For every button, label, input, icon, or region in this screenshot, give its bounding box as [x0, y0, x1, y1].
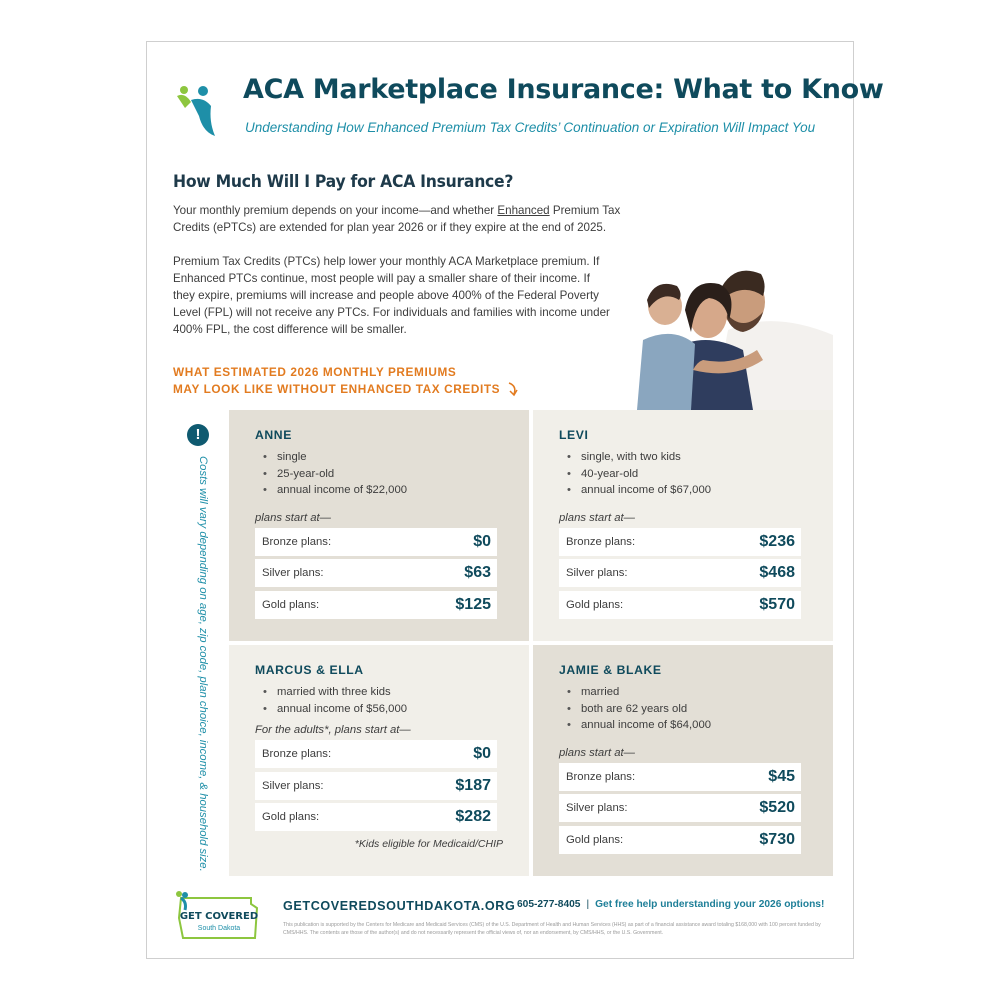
plans-start-label: For the adults*, plans start at—: [255, 724, 411, 737]
persona-card-anne: [229, 410, 529, 641]
persona-name: ANNE: [255, 428, 292, 442]
persona-name: LEVI: [559, 428, 589, 442]
intro-paragraph-1: [173, 202, 643, 236]
curved-arrow-down-icon: [506, 381, 520, 397]
plan-price: $45: [768, 767, 795, 785]
plan-label: Gold plans:: [566, 598, 624, 611]
fact-item: • single, with two kids: [567, 449, 809, 466]
family-photo: [633, 240, 833, 410]
persona-facts: [263, 449, 505, 499]
footer-contact: [517, 899, 824, 910]
intro-text: Your monthly premium depends on your income—and whether: [173, 204, 498, 217]
plan-label: Gold plans:: [262, 811, 320, 824]
plan-label: Bronze plans:: [262, 748, 332, 761]
plans-start-label: plans start at—: [559, 511, 635, 524]
persona-card-levi: [533, 410, 833, 641]
plan-price: $730: [759, 830, 795, 848]
persona-card-marcus-ella: [229, 645, 529, 876]
plan-price: $282: [455, 808, 491, 826]
fact-item: • both are 62 years old: [567, 701, 809, 718]
plan-price: $63: [464, 564, 491, 582]
plan-label: Silver plans:: [566, 802, 628, 815]
plan-price: $125: [455, 595, 491, 613]
silver-plan-row: [559, 794, 801, 822]
plan-label: Silver plans:: [566, 567, 628, 580]
silver-plan-row: [255, 772, 497, 800]
plan-price: $0: [473, 745, 491, 763]
side-note-text: Costs will vary depending on age, zip code, plan choice, income, & household size.: [197, 456, 209, 872]
persona-name: JAMIE & BLAKE: [559, 663, 662, 677]
fact-item: • annual income of $64,000: [567, 717, 809, 734]
estimates-heading: [173, 364, 520, 398]
logo-text-line-1: GET COVERED: [179, 911, 259, 922]
medicaid-footnote: *Kids eligible for Medicaid/CHIP: [354, 838, 503, 851]
section-heading: How Much Will I Pay for ACA Insurance?: [173, 172, 514, 192]
document-subtitle: Understanding How Enhanced Premium Tax Credits’ Continuation or Expiration Will Impact You: [245, 120, 816, 135]
enhanced-underlined: Enhanced: [497, 204, 550, 217]
fact-item: • annual income of $56,000: [263, 701, 505, 718]
plans-start-label: plans start at—: [559, 746, 635, 759]
plan-price: $570: [759, 595, 795, 613]
help-cta: Get free help understanding your 2026 options!: [595, 899, 825, 910]
persona-facts: [567, 684, 809, 734]
plan-price-table: [255, 740, 497, 831]
gold-plan-row: [255, 591, 497, 619]
fact-item: • annual income of $67,000: [567, 482, 809, 499]
plan-price: $0: [473, 532, 491, 550]
side-note-strip: [173, 410, 223, 876]
estimates-heading-line-1: WHAT ESTIMATED 2026 MONTHLY PREMIUMS: [173, 365, 457, 379]
get-covered-logo: [171, 888, 263, 944]
bronze-plan-row: [255, 528, 497, 556]
plan-label: Gold plans:: [566, 833, 624, 846]
fact-item: • married: [567, 684, 809, 701]
gold-plan-row: [559, 826, 801, 854]
plan-price-table: [255, 528, 497, 619]
plan-price: $468: [759, 564, 795, 582]
bronze-plan-row: [559, 528, 801, 556]
plan-price: $236: [759, 532, 795, 550]
fact-item: • 25-year-old: [263, 466, 505, 483]
silver-plan-row: [255, 559, 497, 587]
fact-item: • 40-year-old: [567, 466, 809, 483]
funding-disclaimer: This publication is supported by the Centers for Medicare and Medicaid Services (CMS) of the U.S. Department of Health and Human Services (HHS) as part of a financial assistance award totaling $168,000 with 100 percent funded by CMS/HHS. The contents are those of the author(s) and do not necessarily represent the official views of, nor an endorsement, by CMS/HHS, or the U.S. Government.: [283, 922, 821, 936]
persona-facts: [263, 684, 505, 717]
persona-facts: [567, 449, 809, 499]
fact-item: • annual income of $22,000: [263, 482, 505, 499]
plan-label: Bronze plans:: [566, 535, 636, 548]
person-figure-logo-icon: [175, 82, 219, 138]
plan-price-table: [559, 763, 801, 854]
phone-number[interactable]: 605-277-8405: [517, 899, 581, 910]
exclamation-circle-icon: !: [187, 424, 209, 446]
intro-paragraph-2: Premium Tax Credits (PTCs) help lower your monthly ACA Marketplace premium. If Enhanced PTCs continue, most people will pay a smaller share of their income. If they expire, premiums will increase and people above 400% of the Federal Poverty Level (FPL) will not receive any PTCs. For individuals and families with income under 400% FPL, the cost difference will be smaller.: [173, 255, 610, 336]
estimates-heading-line-2: MAY LOOK LIKE WITHOUT ENHANCED TAX CREDITS: [173, 382, 501, 396]
plan-label: Silver plans:: [262, 779, 324, 792]
bronze-plan-row: [559, 763, 801, 791]
plan-label: Gold plans:: [262, 598, 320, 611]
intro-text: Premium Tax Credits (ePTCs) are extended for plan year 2026 or if they expire at the end of 2025.: [173, 204, 621, 234]
fact-item: • single: [263, 449, 505, 466]
persona-card-jamie-blake: [533, 645, 833, 876]
plan-price: $187: [455, 776, 491, 794]
plan-price: $520: [759, 799, 795, 817]
plans-start-label: plans start at—: [255, 511, 331, 524]
gold-plan-row: [255, 803, 497, 831]
fact-item: • married with three kids: [263, 684, 505, 701]
bronze-plan-row: [255, 740, 497, 768]
persona-name: MARCUS & ELLA: [255, 663, 364, 677]
plan-price-table: [559, 528, 801, 619]
estimates-heading-line-2-wrap: [173, 381, 520, 398]
plan-label: Bronze plans:: [262, 535, 332, 548]
silver-plan-row: [559, 559, 801, 587]
logo-text-line-2: South Dakota: [197, 925, 241, 932]
document-title: ACA Marketplace Insurance: What to Know: [243, 74, 884, 105]
website-link[interactable]: GETCOVEREDSOUTHDAKOTA.ORG: [283, 899, 516, 913]
flyer-page: [146, 41, 884, 959]
plan-label: Silver plans:: [262, 567, 324, 580]
plan-label: Bronze plans:: [566, 770, 636, 783]
gold-plan-row: [559, 591, 801, 619]
separator: |: [586, 899, 590, 910]
